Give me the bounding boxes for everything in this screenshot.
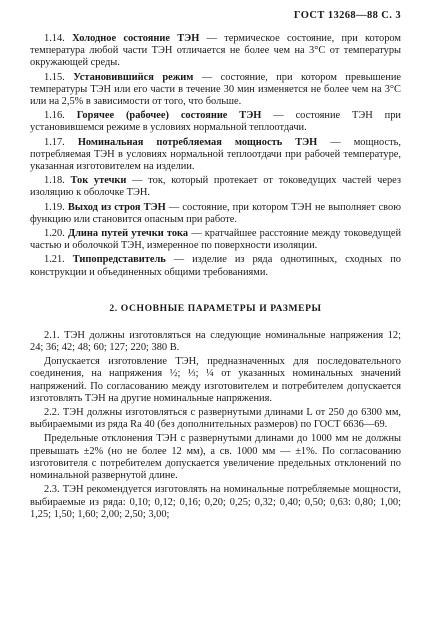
- paragraph: 1.18. Ток утечки — ток, который протекает от токоведущих частей через изоляцию к оболочке ТЭН.: [30, 175, 401, 199]
- paragraph: 1.14. Холодное состояние ТЭН — термическое состояние, при котором температура любой части ТЭН отличается не более чем на 3°С от температуры окружающей среды.: [30, 33, 401, 69]
- paragraph: 1.15. Установившийся режим — состояние, при котором превышение температуры ТЭН или его части в течение 30 мин изменяется не более чем на 3°С или на 2,5% в зависимости от того, что больше.: [30, 71, 401, 108]
- paragraph: 2.1. ТЭН должны изготовляться на следующие номинальные напряжения 12; 24; 36; 42; 48; 60; 127; 220; 380 В.: [30, 329, 401, 354]
- paragraph: 1.17. Номинальная потребляемая мощность ТЭН — мощность, потребляемая ТЭН в условиях нормальной теплоотдачи при рабочей температуре, указанная изготовителем на изделии.: [30, 136, 401, 173]
- section-title: 2. ОСНОВНЫЕ ПАРАМЕТРЫ И РАЗМЕРЫ: [109, 302, 322, 314]
- paragraph: Допускается изготовление ТЭН, предназначенных для последовательного соединения, на напряжения ½; ⅓; ¼ от указанных номинальных значений напряжений. По согласованию между изготовителем и потребителем допускается изготовлять ТЭН на другие номинальные напряжения.: [30, 356, 401, 404]
- paragraph: Предельные отклонения ТЭН с развернутыми длинами до 1000 мм не должны превышать ±2% (но не более 12 мм), а св. 1000 мм — ±1%. По согласованию изготовителя с потребителем допускается увеличение предельных отклонений по номинальной развернутой длине.: [30, 433, 401, 482]
- parameters-block: [30, 330, 401, 521]
- paragraph: 1.21. Типопредставитель — изделие из ряда однотипных, сходных по конструкции и объединенных общими требованиями.: [30, 254, 401, 278]
- paragraph: 2.2. ТЭН должны изготовляться с развернутыми длинами L от 250 до 6300 мм, выбираемыми из ряда Ra 40 (без дополнительных размеров) по ГОСТ 6636—69.: [30, 407, 401, 431]
- paragraph: 2.3. ТЭН рекомендуется изготовлять на номинальные потребляемые мощности, выбираемые из ряда: 0,10; 0,12; 0,16; 0,20; 0,25; 0,32; 0,40; 0,50; 0,63: 0,80; 1,00; 1,25; 1,50; 1,60; 2,00; 2,50; 3,00;: [30, 484, 401, 520]
- paragraph: 1.19. Выход из строя ТЭН — состояние, при котором ТЭН не выполняет свою функцию или становится опасным при работе.: [30, 201, 401, 225]
- paragraph: 1.20. Длина путей утечки тока — кратчайшее расстояние между токоведущей частью и оболочкой ТЭН, измеренное по поверхности изоляции.: [30, 228, 402, 252]
- definitions-block: [30, 33, 401, 279]
- page-header: ГОСТ 13268—88 С. 3: [293, 10, 401, 21]
- paragraph: 1.16. Горячее (рабочее) состояние ТЭН — состояние ТЭН при установившемся режиме в условиях нормальной теплоотдачи.: [30, 110, 401, 134]
